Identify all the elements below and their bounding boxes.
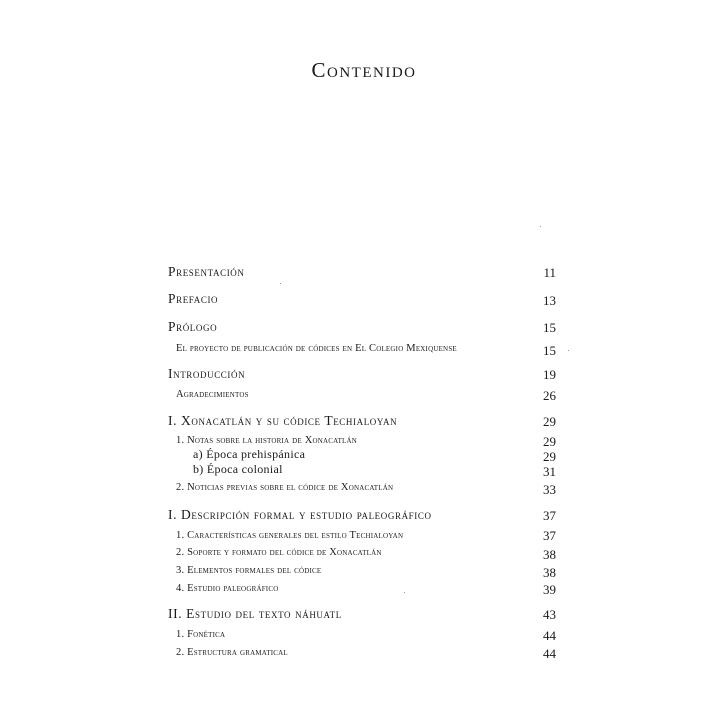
toc-page-number: 31 <box>543 464 556 479</box>
toc-page-number: 44 <box>543 628 556 643</box>
toc-entry-2-3: 3. Elementos formales del códice <box>176 565 322 576</box>
toc-page-number: 44 <box>543 646 556 661</box>
toc-page-number: 43 <box>543 607 556 622</box>
toc-entry-chapter-3: II. Estudio del texto náhuatl <box>168 606 342 621</box>
toc-entry-3-2: 2. Estructura gramatical <box>176 647 288 658</box>
toc-page-number: 11 <box>543 265 556 280</box>
toc-entry-3-1: 1. Fonética <box>176 629 226 640</box>
toc-entry-2-2: 2. Soporte y formato del códice de Xonacatlán <box>176 547 382 558</box>
toc-page-number: 29 <box>543 449 556 464</box>
toc-page-number: 37 <box>543 508 556 523</box>
toc-page-number: 33 <box>543 482 556 497</box>
toc-entry-introduccion: Introducción <box>168 366 246 381</box>
toc-page-number: 13 <box>543 293 556 308</box>
toc-entry-1-1-a: a) Época prehispánica <box>193 447 306 461</box>
toc-page-number: 29 <box>543 434 556 449</box>
toc-entry-proyecto: El proyecto de publicación de códices en El Colegio Mexiquense <box>176 343 457 354</box>
toc-entry-chapter-1: I. Xonacatlán y su códice Techialoyan <box>168 413 398 428</box>
scan-speck <box>280 283 281 284</box>
page-title: Contenido <box>311 58 417 82</box>
toc-page-number: 37 <box>543 528 556 543</box>
scan-speck <box>568 350 569 351</box>
toc-entry-1-1-b: b) Época colonial <box>193 462 283 476</box>
toc-entry-prefacio: Prefacio <box>168 291 219 306</box>
toc-entry-2-4: 4. Estudio paleográfico <box>176 583 279 594</box>
scan-speck <box>540 226 541 227</box>
toc-page-number: 15 <box>543 320 556 335</box>
toc-entry-2-1: 1. Características generales del estilo Techialoyan <box>176 530 404 541</box>
toc-entry-prologo: Prólogo <box>168 319 218 334</box>
toc-page-number: 26 <box>543 388 556 403</box>
toc-page-number: 38 <box>543 547 556 562</box>
scan-speck <box>404 592 405 593</box>
toc-entry-chapter-2: I. Descripción formal y estudio paleográfico <box>168 507 432 522</box>
toc-entry-presentacion: Presentación <box>168 264 245 279</box>
toc-entry-1-1: 1. Notas sobre la historia de Xonacatlán <box>176 435 358 446</box>
toc-page-number: 19 <box>543 367 556 382</box>
toc-page-number: 15 <box>543 343 556 358</box>
toc-entry-agradecimientos: Agradecimientos <box>176 389 249 400</box>
toc-page-number: 39 <box>543 582 556 597</box>
toc-page-number: 29 <box>543 414 556 429</box>
toc-page-number: 38 <box>543 565 556 580</box>
toc-entry-1-2: 2. Noticias previas sobre el códice de Xonacatlán <box>176 482 394 493</box>
